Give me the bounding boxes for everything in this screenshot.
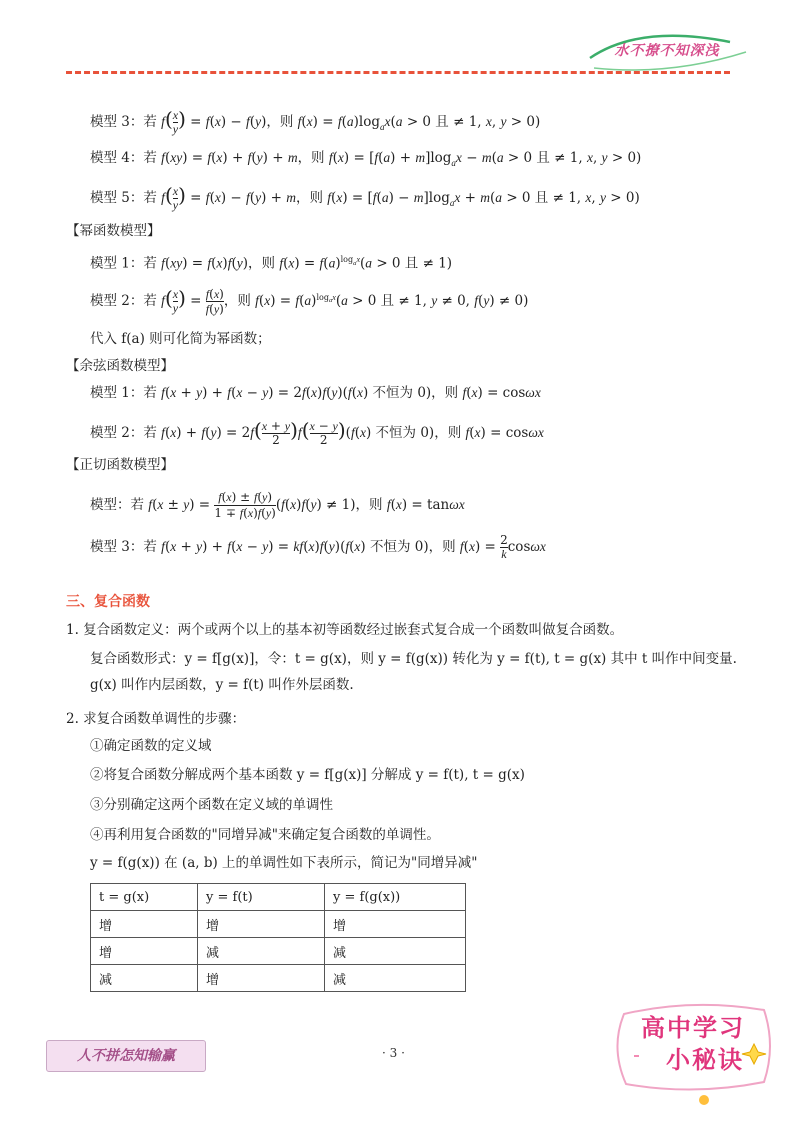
table-header-cell: y = f(g(x)): [325, 884, 466, 911]
log-model-4: 模型 4：若 f(xy) = f(x) + f(y) + m，则 $f(x) = [f(a) + m]\log_ax - m(a > 0$ 且 ≠ 1, x, y > 0): [90, 150, 642, 168]
tangent-model-heading: 【正切函数模型】: [66, 457, 174, 473]
table-cell: 增: [198, 911, 325, 938]
log-model-3: 模型 3：若 f( $\frac{x}{y}$ ) = f(x) − f(y)，则 $f(x) = f(a)\log_ax(a > 0$ 且 ≠ 1, x, y > 0): [90, 107, 541, 136]
table-cell: 减: [91, 965, 198, 992]
section-title: 三、复合函数: [66, 594, 150, 610]
step-1: ①确定函数的定义域: [90, 738, 212, 754]
table-header-cell: t = g(x): [91, 884, 198, 911]
table-row: [91, 911, 466, 938]
table-cell: 增: [91, 938, 198, 965]
table-cell: 减: [325, 938, 466, 965]
cosine-model-1: 模型 1：若 f(x + y) + f(x − y) = 2f(x)f(y)(f(x) 不恒为 0)，则 f(x) = cosωx: [90, 385, 541, 401]
cosine-model-2: 模型 2：若 f(x) + f(y) = 2f( $\frac{x + y}{2}$ )f( $\frac{x - y}{2}$ )(f(x) 不恒为 0)，则 f(x) = cosωx: [90, 418, 544, 447]
table-header-row: [91, 884, 466, 911]
table-caption: y = f(g(x)) 在 (a, b) 上的单调性如下表所示，简记为"同增异减": [90, 855, 478, 871]
power-model-note: 代入 f(a) 则可化简为幂函数；: [90, 331, 271, 347]
badge-line-1: 高中学习: [641, 1014, 745, 1042]
study-tips-badge: [604, 996, 780, 1108]
header-motto: 水不撩不知深浅: [614, 43, 720, 59]
badge-line-2: 小秘诀: [666, 1046, 744, 1074]
table-cell: 增: [91, 911, 198, 938]
inner-outer-note: g(x) 叫作内层函数，y = f(t) 叫作外层函数.: [90, 677, 354, 693]
tangent-model-3: 模型 3：若 f(x + y) + f(x − y) = kf(x)f(y)(f(x) 不恒为 0)，则 f(x) = $\frac{2}{k}$ cosωx: [90, 533, 546, 561]
table-cell: 增: [325, 911, 466, 938]
composite-form: 复合函数形式：y = f[g(x)]，令：t = g(x)，则 y = f(g(x)) 转化为 y = f(t), t = g(x) 其中 t 叫作中间变量.: [90, 651, 737, 667]
table-row: [91, 965, 466, 992]
table-cell: 减: [325, 965, 466, 992]
steps-heading: 2. 求复合函数单调性的步骤：: [66, 711, 246, 727]
cosine-model-heading: 【余弦函数模型】: [66, 358, 174, 374]
header-divider: [66, 71, 730, 74]
table-cell: 减: [198, 938, 325, 965]
footer-motto: 人不拼怎知输赢: [46, 1040, 206, 1072]
table-header-cell: y = f(t): [198, 884, 325, 911]
step-2: ②将复合函数分解成两个基本函数 y = f[g(x)] 分解成 y = f(t), t = g(x): [90, 767, 525, 783]
power-model-2: 模型 2：若 f( $\frac{x}{y}$ ) = $\frac{f(x)}{f(y)}$ ，则 $f(x) = f(a)^{log_ax}(a > 0$ 且 ≠ 1, y ≠ 0, f(y) ≠ 0): [90, 286, 529, 316]
definition-item: 1. 复合函数定义：两个或两个以上的基本初等函数经过嵌套式复合成一个函数叫做复合函数。: [66, 622, 624, 638]
step-3: ③分别确定这两个函数在定义域的单调性: [90, 797, 333, 813]
page-number: · 3 ·: [382, 1046, 405, 1060]
table-cell: 增: [198, 965, 325, 992]
log-model-5: 模型 5：若 f( $\frac{x}{y}$ ) = f(x) − f(y) + m，则 $f(x) = [f(a) - m]\log_ax + m(a > 0$ 且 ≠ 1, x, y > 0): [90, 183, 640, 212]
monotonicity-table: [90, 883, 466, 992]
power-model-1: 模型 1：若 f(xy) = f(x)f(y)，则 $f(x) = f(a)^{log_ax}(a > 0$ 且 ≠ 1): [90, 255, 453, 272]
table-row: [91, 938, 466, 965]
power-model-heading: 【幂函数模型】: [66, 223, 161, 239]
step-4: ④再利用复合函数的"同增异减"来确定复合函数的单调性。: [90, 827, 440, 843]
tangent-model: 模型：若 f(x ± y) = $\frac{f(x) \pm f(y)}{1 \mp f(x)f(y)}$ (f(x)f(y) ≠ 1)，则 f(x) = tanωx: [90, 490, 465, 520]
